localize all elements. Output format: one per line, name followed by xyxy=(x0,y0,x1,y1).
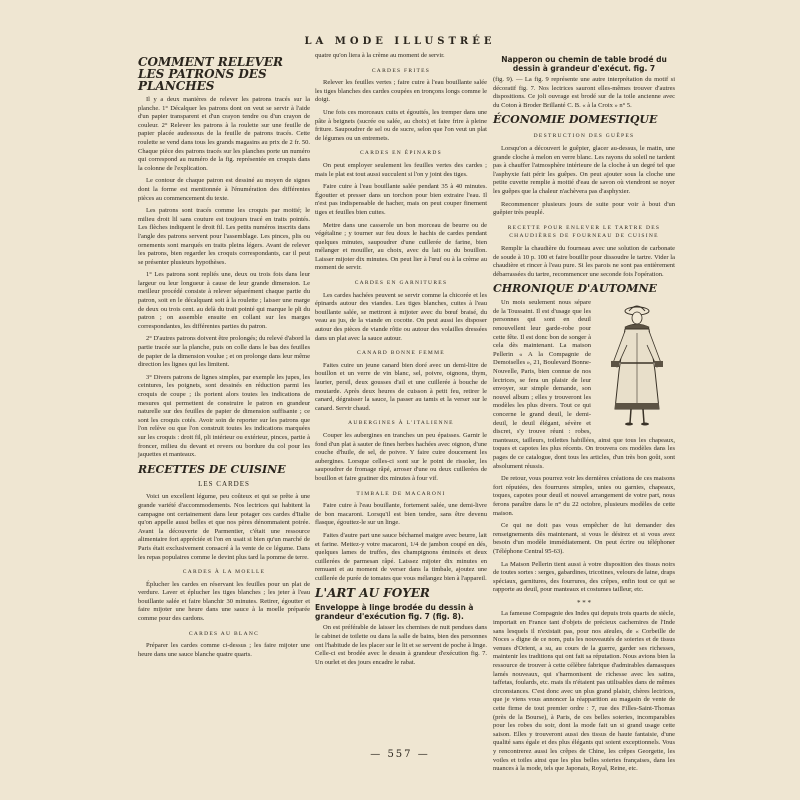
paragraph: Les cardes hachées peuvent se servir comme la chicorée et les épinards autour des viandes. Les tiges blanches, cuites à l'eau bouillante salée, se mettront à mijoter avec du bœuf braisé, du veau au jus, de la viande en cocotte. On peut aussi les disposer autour des pièces de viande rôtie ou autour des volailles dressées dans un plat avec la sauce autour. xyxy=(315,291,487,342)
paragraph: On peut employer seulement les feuilles vertes des cardes ; mais le plat est tout aussi succulent si l'on y joint des tiges. xyxy=(315,161,487,178)
woman-in-coat-illustration xyxy=(595,301,675,429)
running-head: LA MODE ILLUSTRÉE xyxy=(304,36,496,47)
paragraph: Mettre dans une casserole un bon morceau de beurre ou de végétaline ; y tourner sur feu doux le hachis de cardes pendant quelques minutes, saupoudrer d'une cuillerée de farine, bien mélanger et mouiller, au choix, avec du lait ou du bouillon. Laisser mijoter dix minutes. On peut lier à l'œuf ou à la crème au moment de servir. xyxy=(315,221,487,272)
paragraph: Faire cuire à l'eau bouillante, fortement salée, une demi-livre de bon macaroni. Lorsqu'il est bien tendre, sans être devenu flasque, égouttez-le sur un linge. xyxy=(315,502,487,527)
subheading-cardes-frites: CARDES FRITES xyxy=(371,67,431,74)
paragraph: (fig. 9). — La fig. 9 représente une autre interprétation du motif si décoratif fig. 7. Nos lectrices sauront elles-mêmes trouver d'autres dispositions. Ce joli ouvrage est brodé sur de la toile ancienne avec du Coton à Broder Brillanté C. B. « à la Croix » n° 5. xyxy=(493,76,675,109)
paragraph: Faites d'autre part une sauce béchamel maigre avec beurre, lait et farine. Mettez-y votre macaroni, 1/4 de jambon coupé en dés, quelques lames de truffes, des champignons émincés et deux cuillerées de parmesan râpé. Laissez mijoter dix minutes en remuant et au moment de verser dans la timbale, ajoutez une cuillerée de purée de tomates que vous mélangez bien à l'appareil. xyxy=(315,531,487,582)
fashion-illustration xyxy=(595,301,675,429)
page-number: — 557 — xyxy=(370,749,430,760)
section-title-art-foyer: L'ART AU FOYER xyxy=(315,586,430,601)
paragraph: La Maison Pellerin tient aussi à votre disposition des tissus noirs de toutes sortes : serges, gabardines, tricotines, velours de laine, draps spéciaux, garnitures, des fourrures, des crêpes, enfin tout ce qui se rapporte au deuil, pour manteaux et costumes tailleur, etc. xyxy=(493,560,675,594)
paragraph: 1° Les patrons sont repliés une, deux ou trois fois dans leur largeur ou leur longueur à cause de leur grande dimension. Le meilleur procédé consiste à relever séparément chaque partie du patron, soit en le décalquant soit à la roulette ; laisser une marge de deux ou trois cent. au delà du trait pointé qui marque le pli du patron ; on assemble ensuite en collant sur les marges correspondantes, les différentes parties du patron. xyxy=(138,271,310,330)
paragraph: Une fois ces morceaux cuits et égouttés, les tremper dans une pâte à beignets (sucrée ou salée, au choix) et faire frire à pleine friture. Saupoudrer de sel ou de sucre, selon que l'on veut un plat de légumes ou un entremets. xyxy=(315,108,487,142)
subheading-cardes-epinards: CARDES EN ÉPINARDS xyxy=(359,150,443,157)
paragraph: 2° D'autres patrons doivent être prolongés; du relevé d'abord la partie tracée sur la planche, puis on colle dans le bas des feuilles de papier de la dimension voulue ; et on prolonge dans leur même direction les lignes qui les limitent. xyxy=(138,335,310,369)
paragraph: Ce qui ne doit pas vous empêcher de lui demander des renseignements dès maintenant, si vous le désirez et si vous avez besoin d'un modèle immédiatement. On peut écrire ou téléphoner (Téléphone Central 95-63). xyxy=(493,522,675,555)
paragraph: Voici un excellent légume, peu coûteux et qui se prête à une grande variété d'accommodements. Nos lectrices qui habitent la campagne ont certainement dans leur potager ces cardes d'Italie qu'on appelle aussi belles et que nos pères dénommaient poirée. Avant la découverte de Parmentier, c'était une ressource alimentaire fort appréciée et l'on en usait si bien qu'un marché de Paris était exclusivement consacré à la vente de ce légume. Dans les repas populaires comme le devint plus tard la pomme de terre. xyxy=(138,493,310,561)
subheading-canard: CANARD BONNE FEMME xyxy=(357,350,445,357)
section-title-economie: ÉCONOMIE DOMESTIQUE xyxy=(493,113,658,127)
paragraph: Relever les feuilles vertes ; faire cuire à l'eau bouillante salée les tiges blanches des cardes coupées en tronçons longs comme le doigt. xyxy=(315,79,487,104)
column-3 xyxy=(493,52,675,773)
paragraph: Il y a deux manières de relever les patrons tracés sur la planche. 1° Décalquer les patrons dont on veut se servir à l'aide d'un papier transparent et d'un crayon tendre ou d'un crayon de couleur. 2° Relever les patrons à la roulette sur une feuille de papier placée audessous de la feuille de patrons tracés. Cette roulette se vend dans tous les grands magasins au prix de 2 fr. 50. Chaque pièce des patrons tracés sur les planches porte un numéro qui correspond au numéro de la fig. représentée en croquis dans la colonne de l'explication. xyxy=(138,96,310,172)
paragraph: Faites cuire un jeune canard bien doré avec un demi-litre de bouillon et un verre de vin blanc, sel, poivre, oignons, thym, laurier, persil, deux gousses d'ail et une cuillerée à bouche de moutarde. Après deux heures de cuisson à petit feu, retirer le canard, dégraisser la sauce, la passer au tamis et la verser sur le canard. Servir chaud. xyxy=(315,361,487,412)
section-separator: * * * xyxy=(577,598,591,607)
paragraph: Lorsqu'on a découvert le guêpier, glacer au-dessus, le matin, une grande cloche à melon en verre blanc. Les rayons du soleil ne tardent pas à chauffer l'atmosphère intérieure de la cloche à un degré tel que l'asphyxie fait périr les guêpes. On peut ajouter sous la cloche une petite cuvette remplie à moitié d'eau de savon où viendront se noyer les guêpes que la chaleur n'achèvera pas d'asphyxier. xyxy=(493,144,675,195)
paragraph: Les patrons sont tracés comme les croquis par moitié; le milieu droit lil sans couture est toujours tracé en traits pointés. Les flèches indiquent le droit fil. Les petits numéros inscrits dans l'angle des patrons servent pour l'assemblage. Les pinces, plis ou ornements sont marqués en traits pleins légers. Avant de relever les patrons, bien regarder les croquis correspondants, car il peut se présenter plusieurs hypothèses. xyxy=(138,207,310,266)
paragraph: On est préférable de laisser les chemises de nuit pendues dans le cabinet de toilette ou dans la salle de bains, bien des personnes ont l'habitude de les placer sur le lit et se servent de poche à linge. Celle-ci est brodée avec le dessin à grandeur d'exécution fig. 7. Un ourlet et des jours encadre le rabat. xyxy=(315,624,487,666)
paragraph: Le contour de chaque patron est dessiné au moyen de signes dont la forme est mentionnée à l'énumération des différentes pièces au commencement du texte. xyxy=(138,177,310,202)
paragraph: Un mois seulement nous sépare de la Toussaint. Il est d'usage que les personnes qui sont en deuil renouvellent leur garde-robe pour cette fête. Il est donc bon de songer à cela dès maintenant. La maison Pellerin « A la Compagnie de Demoiselles », 21, Boulevard Bonne-Nouvelle, Paris, bien connue de nos lectrices, se fera un plaisir de leur envoyer, sur simple demande, son nouvel album ; elles y trouveront les modèles les plus divers. Tout ce qui concerne le grand deuil, le demi-deuil, le deuil élégant, sévère et discret, s'y trouve réuni : robes, manteaux, tailleurs, toilettes habillées, ainsi que tous les chapeaux, toques et capotes les plus récents. On trouvera ces modèles dans les pages de ce catalogue, dont tous les articles, d'un très bon goût, sont absolument réussis. xyxy=(493,299,675,470)
paragraph: Recommencer plusieurs jours de suite pour voir à bout d'un guêpier très peuplé. xyxy=(493,200,675,217)
section-title-patrons: COMMENT RELEVER LES PATRONS DES PLANCHES xyxy=(138,55,283,93)
paragraph: Remplir la chaudière du fourneau avec une solution de carbonate de soude à 10 p. 100 et faire bouillir pour dissoudre le tartre. Vider la chaudière et rincer à l'eau pure. Si les parois ne sont pas entièrement débarrassées du tartre, recommencer une seconde fois l'opération. xyxy=(493,244,675,278)
column-1 xyxy=(138,52,310,742)
subheading-cardes-blanc: CARDES AU BLANC xyxy=(188,630,260,637)
subheading-cardes-moelle: CARDES À LA MOELLE xyxy=(182,569,266,576)
paragraph: Faire cuire à l'eau bouillante salée pendant 35 à 40 minutes. Égoutter et presser dans un torchon pour bien extraire l'eau. Il n'est pas indispensable de hacher, mais on peut couper finement tiges et feuilles bien cuites. xyxy=(315,183,487,216)
subheading-guepes: DESTRUCTION DES GUÊPES xyxy=(533,133,635,140)
paragraph: quatre qu'on liera à la crème au moment de servir. xyxy=(315,52,445,59)
subheading-cardes-garnitures: CARDES EN GARNITURES xyxy=(354,280,448,287)
subheading-aubergines: AUBERGINES À L'ITALIENNE xyxy=(348,420,454,427)
paragraph: Couper les aubergines en tranches un peu épaisses. Garnir le fond d'un plat à sauter de fines herbes hachées avec oignon, d'une couche d'huile, de sel, de poivre. Y faire cuire doucement les aubergines. Lorsque celles-ci sont sur le point de rissoler, les saupoudrer de fromage râpé, arroser d'une ou deux cuillerées de bouillon et faire gratiner dix minutes à four vif. xyxy=(315,431,487,482)
paragraph: La fameuse Compagnie des Indes qui depuis trois quarts de siècle, importait en France tant d'objets de précieux cachemires de l'Inde sans lesquels il n'existait pas, pour nos aïeules, de « Corbeille de Noces » digne de ce nom, puis les nouveautés de soieries et de tissus venues d'Orient, a su, au cours de la guerre, garder ses richesses, maintenir les traditions qui ont fait sa réputation. Nous avions bien la ressource de trouver à cette célèbre fabrique d'admirables damasques lamés nouveaux, qui s'harmonisent de richesse avec les satins, taffetas, foulards, etc. mais ils n'étaient pas utilisables dans de mêmes circonstances. C'est donc avec un plus grand plaisir, chères lectrices, que je viens vous annoncer la réapparition au magasin de vente de cette firme de tout premier ordre : 7, rue des Filles-Saint-Thomas (près de la Bourse), à Paris, de ces belles soieries, incomparables pour les robes du soir, dont la mode fait un si grand usage cette saison. Elles y trouveront aussi des tissus de haute fantaisie, d'une qualité sans égale et des plus élégants qui soient exceptionnels. Vous y rencontrerez aussi les crêpes de Chine, les crêpes Georgette, les voiles et toiles ainsi que les plus belles soieries françaises, dans les nuances à la mode, tels que Japonais, Royal, Reine, etc. xyxy=(493,610,675,773)
section-title-recettes: RECETTES DE CUISINE xyxy=(138,462,286,476)
article-heading-napperon: Napperon ou chemin de table brodé du dessin à grandeur d'exécut. fig. 7 xyxy=(501,55,667,73)
subheading-timbale: TIMBALE DE MACARONI xyxy=(356,490,446,497)
column-2 xyxy=(315,52,487,742)
article-heading-enveloppe: Enveloppe à linge brodée du dessin à grandeur d'exécution fig. 7 (fig. 8). xyxy=(315,603,474,622)
section-title-chronique: CHRONIQUE D'AUTOMNE xyxy=(493,282,657,296)
subheading-les-cardes: LES CARDES xyxy=(198,479,250,488)
paragraph: Préparer les cardes comme ci-dessus ; les faire mijoter une heure dans une sauce blanche quatre quarts. xyxy=(138,642,310,658)
paragraph: Éplucher les cardes en réservant les feuilles pour un plat de verdure. Laver et éplucher les tiges blanches ; les jeter à l'eau bouillante salée et faire blanchir 30 minutes. Retirer, égoutter et faire mijoter une heure dans une sauce à la moelle préparée comme pour des cardons. xyxy=(138,580,310,623)
paragraph: De retour, vous pourrez voir les dernières créations de ces maisons fort réputées, des fourrures simples, unies ou garnies, chapeaux, toques, capotes pour deuil et nouvel arrangement de votre part, nous ferons paraître dans le n° du 22 octobre, plusieurs modèles de cette maison. xyxy=(493,475,675,517)
subheading-tartre: RECETTE POUR ENLEVER LE TARTRE DES CHAUDIÈRES DE FOURNEAU DE CUISINE xyxy=(507,224,661,240)
paragraph: 3° Divers patrons de lignes simples, par exemple les jupes, les ceintures, les poignets, sont dessinés en réduction parmi les croquis de coupe ; ils portent alors toutes les indications de mesures qui permettent de construire le patron en grandeur naturelle sur des feuilles de papier de dimension suffisante ; ce sont les croquis cotés. Avoir soin de reporter sur les patrons que l'on relève ou que l'on construit toutes les indications marquées sur les croquis : droit fil, pli intérieur ou extérieur, pinces, partie à froncer, milieu du devant et revers ou bordure du col pour les jaquettes et manteaux. xyxy=(138,373,310,459)
